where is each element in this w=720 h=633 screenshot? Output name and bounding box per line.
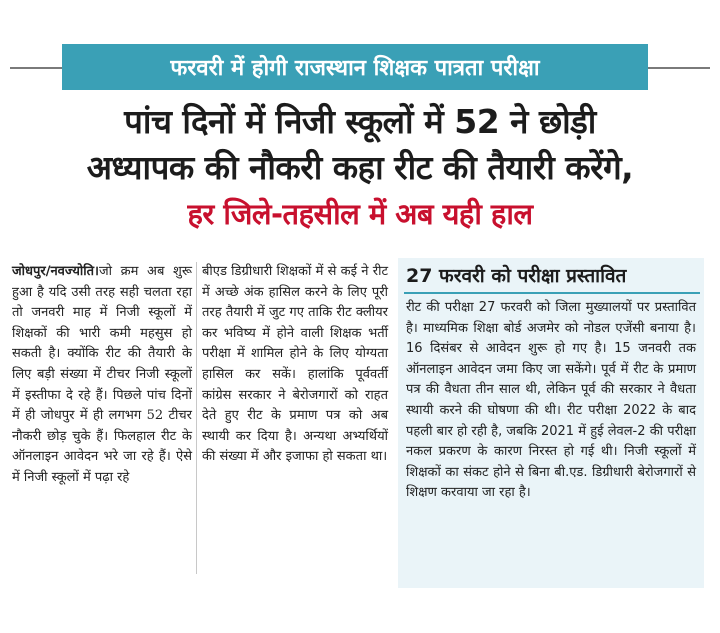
article-column-1-text: जो क्रम अब शुरू हुआ है यदि उसी तरह सही चलता रहा तो जनवरी माह में निजी स्कूलों में शिक्षकों की भारी कमी महसुस हो सकती है। क्योंकि रीट की तैयारी के लिए बड़ी संख्या में टीचर निजी स्कूलों में इस्तीफा दे रहे हैं। पिछले पांच दिनों में ही जोधपुर में ही लगभग 52 टीचर नौकरी छोड़ चुके हैं। फिलहाल रीट के ऑनलाइन आवेदन भरे जा रहे हैं। ऐसे में निजी स्कूलों में पढ़ा रहे: [12, 264, 192, 485]
sidebar-title: 27 फरवरी को परीक्षा प्रस्तावित: [406, 265, 627, 287]
headline-line-2: अध्यापक की नौकरी कहा रीट की तैयारी करेंगे,: [86, 148, 634, 187]
sidebar-body: रीट की परीक्षा 27 फरवरी को जिला मुख्यालयों पर प्रस्तावित है। माध्यमिक शिक्षा बोर्ड अजमेर को नोडल एजेंसी बनाया है। 16 दिसंबर से आवेदन शुरू हो गए है। 15 जनवरी तक ऑनलाइन आवेदन जमा किए जा सकेंगे। पूर्व में रीट के प्रमाण पत्र की वैधता तीन साल थी, लेकिन पूर्व की सरकार ने वैधता स्थायी करने की घोषणा की थी। रीट परीक्षा 2022 के बाद पहली बार हो रही है, जबकि 2021 में हुई लेवल-2 की परीक्षा नकल प्रकरण के कारण निरस्त हो गई थी। निजी स्कूलों में शिक्षकों का संकट होने से बिना बी.एड. डिग्रीधारी बेरोजगारों से शिक्षण करवाया जा रहा है।: [406, 300, 696, 501]
dateline: जोधपुर/नवज्योति।: [12, 264, 99, 279]
article-column-2: बीएड डिग्रीधारी शिक्षकों में से कई ने रीट में अच्छे अंक हासिल करने के लिए पूरी तरह तैयारी में जुट गए ताकि रीट क्लीयर कर भविष्य में होने वाली शिक्षक भर्ती परीक्षा में शामिल होने के लिए योग्यता हासिल कर सकें। हालांकि पूर्ववर्ती कांग्रेस सरकार ने बेरोजगारों को राहत देते हुए रीट के प्रमाण पत्र को अब स्थायी कर दिया है। अन्यथा अभ्यर्थियों की संख्या में और इजाफा हो सकता था।: [202, 264, 388, 465]
headline-line-1: पांच दिनों में निजी स्कूलों में 52 ने छोड़ी: [124, 102, 596, 141]
kicker-rule-right: [648, 67, 710, 69]
kicker-rule-left: [10, 67, 62, 69]
article-column-1: [12, 262, 192, 489]
sidebar-rule: [404, 292, 700, 294]
headline-line-3: हर जिले-तहसील में अब यही हाल: [187, 197, 533, 231]
kicker-banner: फरवरी में होगी राजस्थान शिक्षक पात्रता परीक्षा: [62, 44, 648, 90]
column-divider: [196, 262, 197, 574]
